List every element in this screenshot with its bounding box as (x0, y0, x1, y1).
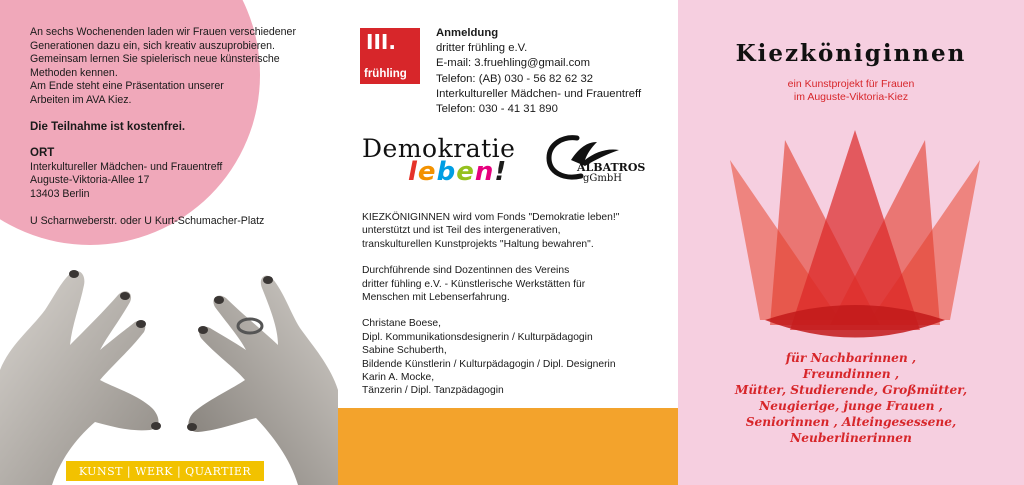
intro-line: Gemeinsam lernen Sie spielerisch neue künsterische (30, 53, 280, 66)
demokratie-leben-logo-word: Demokratie (362, 134, 516, 163)
intro-line: Am Ende steht eine Präsentation unserer (30, 80, 224, 93)
albatros-gmbh: gGmbH (583, 173, 622, 184)
intro-paragraph (30, 26, 330, 108)
project-title: Kiezköniginnen (735, 40, 967, 67)
location-address (30, 161, 330, 202)
funding-line: unterstützt und ist Teil des intergenerativen, (362, 225, 561, 237)
subtitle-line: im Auguste-Viktoria-Kiez (793, 91, 909, 103)
organizers-paragraph (362, 264, 674, 304)
team-line: Karin A. Mocke, (362, 372, 435, 384)
funding-paragraph (362, 211, 674, 251)
intro-line: Arbeiten im AVA Kiez. (30, 93, 132, 106)
contact-line: Interkultureller Mädchen- und Frauentreff (436, 87, 642, 100)
team-line: Tänzerin / Dipl. Tanzpädagogin (362, 385, 504, 397)
organizers-line: Durchführende sind Dozentinnen des Vereins (362, 265, 570, 277)
leben-letter: e (417, 157, 437, 187)
organizers-line: Menschen mit Lebenserfahrung. (362, 292, 510, 304)
contact-phone: Telefon: 030 - 41 31 890 (436, 103, 558, 116)
organizers-line: dritter fühling e.V. - Künstlerische Werkstätten für (362, 278, 586, 290)
team-line: Dipl. Kommunikationsdesignerin / Kulturpädagogin (362, 331, 593, 343)
leben-letter: b (436, 157, 457, 187)
fruehling-logo (360, 28, 420, 84)
intro-line: An sechs Wochenenden laden wir Frauen verschiedener (30, 26, 296, 38)
audience-line: Neugierige, junge Frauen , (759, 399, 943, 413)
intro-line: Generationen dazu ein, sich kreativ auszuprobieren. (30, 39, 275, 52)
intro-line: Methoden kennen. (30, 66, 118, 79)
leben-letter: e (456, 157, 475, 187)
address-line: Auguste-Viktoria-Allee 17 (30, 174, 150, 187)
left-text-block (30, 26, 330, 241)
contact-line: dritter frühling e.V. (436, 42, 528, 55)
transit-info: U Scharnweberstr. oder U Kurt-Schumacher-Platz (30, 214, 265, 227)
logo-word: frühling (364, 68, 407, 80)
middle-panel (338, 0, 678, 485)
registration-title: Anmeldung (436, 27, 499, 39)
audience-line: Mütter, Studierende, Großmütter, (734, 383, 968, 397)
funding-line: transkulturellen Kunstprojekts "Haltung bewahren". (362, 238, 594, 250)
crown-icon (730, 130, 980, 350)
contact-phone: Telefon: (AB) 030 - 56 82 62 32 (436, 72, 594, 85)
orange-color-block (338, 408, 678, 485)
registration-contact (436, 26, 676, 117)
contact-email[interactable]: E-mail: 3.fruehling@gmail.com (436, 57, 590, 70)
audience-line: für Nachbarinnen , (785, 351, 917, 365)
leben-logo-word (408, 157, 507, 187)
logo-number: III. (366, 30, 396, 54)
project-subtitle (678, 78, 1024, 104)
albatros-logo (541, 130, 661, 192)
location-heading: ORT (30, 147, 55, 160)
audience-line: Neuberlinerinnen (790, 431, 912, 445)
right-panel (678, 0, 1024, 485)
audience-line: Freundinnen , (802, 367, 900, 381)
audience-list (678, 350, 1024, 446)
team-line: Bildende Künstlerin / Kulturpädagogin / Dipl. Designerin (362, 358, 616, 370)
albatros-name: ALBATROS (577, 161, 646, 174)
team-line: Sabine Schuberth, (362, 345, 447, 357)
audience-line: Seniorinnen , Alteingesessene, (745, 415, 957, 429)
funding-line: KIEZKÖNIGINNEN wird vom Fonds "Demokratie leben!" (362, 212, 620, 223)
free-participation-note: Die Teilnahme ist kostenfrei. (30, 120, 186, 133)
leben-letter: l (408, 157, 418, 187)
middle-text-block (362, 211, 674, 411)
team-paragraph (362, 317, 674, 397)
tagline-banner: KUNST | WERK | QUARTIER (66, 461, 264, 481)
leben-letter: n (474, 157, 495, 187)
heart-hands-photo (0, 250, 338, 485)
subtitle-line: ein Kunstprojekt für Frauen (787, 78, 915, 90)
address-line: Interkultureller Mädchen- und Frauentreff (30, 160, 223, 173)
left-panel (0, 0, 338, 485)
leben-letter: ! (494, 157, 508, 187)
team-line: Christane Boese, (362, 318, 441, 330)
address-line: 13403 Berlin (30, 187, 90, 200)
